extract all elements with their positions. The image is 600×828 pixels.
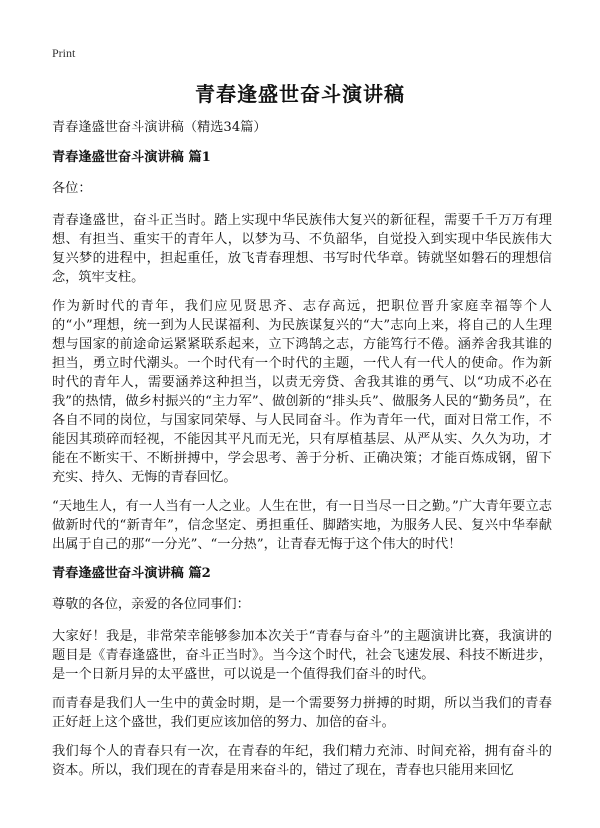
- page-title: 青春逢盛世奋斗演讲稿: [195, 82, 405, 106]
- section-heading-1: 青春逢盛世奋斗演讲稿 篇1: [52, 150, 211, 165]
- paragraph: “天地生人，有一人当有一人之业。人生在世，有一日当尽一日之勤。”广大青年要立志做新时代的“新青年”，信念坚定、勇担重任、脚踏实地，为服务人民、复兴中华奉献出属于自己的那“一分光”、“一分热”，让青春无悔于这个伟大的时代！: [52, 499, 552, 552]
- paragraph: 各位：: [52, 181, 92, 196]
- section-heading-2: 青春逢盛世奋斗演讲稿 篇2: [52, 566, 211, 581]
- paragraph: 我们每个人的青春只有一次，在青春的年纪，我们精力充沛、时间充裕，拥有奋斗的资本。所以，我们现在的青春是用来奋斗的，错过了现在，青春也只能用来回忆: [52, 744, 552, 778]
- paragraph: 尊敬的各位，亲爱的各位同事们：: [52, 597, 250, 612]
- paragraph: 大家好！我是，非常荣幸能够参加本次关于“青春与奋斗”的主题演讲比赛，我演讲的题目是《青春逢盛世，奋斗正当时》。当今这个时代，社会飞速发展、科技不断进步，是一个日新月异的太平盛世，可以说是一个值得我们奋斗的时代。: [52, 629, 552, 682]
- paragraph: 作为新时代的青年，我们应见贤思齐、志存高远，把职位晋升家庭幸福等个人的“小”理想，统一到为人民谋福利、为民族谋复兴的“大”志向上来，将自己的人生理想与国家的前途命运紧紧联系起来，立下鸿鹄之志，方能笃行不倦。涵养舍我其谁的担当，勇立时代潮头。一个时代有一个时代的主题，一代人有一代人的使命。作为新时代的青年人，需要涵养这种担当，以责无旁贷、舍我其谁的勇气、以“功成不必在我”的热情，做乡村振兴的“主力军”、做创新的“排头兵”、做服务人民的“勤务员”，在各自不同的岗位，与国家同荣辱、与人民同奋斗。作为青年一代，面对日常工作，不能因其琐碎而轻视，不能因其平凡而无光，只有厚植基层、从严从实、久久为功，才能在不断实干、不断拼搏中，学会思考、善于分析、正确决策；才能百炼成钢，留下充实、持久、无悔的青春回忆。: [52, 299, 552, 485]
- paragraph: 青春逢盛世，奋斗正当时。踏上实现中华民族伟大复兴的新征程，需要千千万万有理想、有担当、重实干的青年人，以梦为马、不负韶华，自觉投入到实现中华民族伟大复兴梦的进程中，担起重任，放飞青春理想、书写时代华章。铸就坚如磐石的理想信念，筑牢支柱。: [52, 213, 552, 285]
- document-body: [52, 118, 552, 790]
- document-subtitle: 青春逢盛世奋斗演讲稿（精选34篇）: [52, 120, 267, 135]
- print-link[interactable]: Print: [52, 46, 76, 60]
- paragraph: 而青春是我们人一生中的黄金时期，是一个需要努力拼搏的时期，所以当我们的青春正好赶上这个盛世，我们更应该加倍的努力、加倍的奋斗。: [52, 696, 552, 730]
